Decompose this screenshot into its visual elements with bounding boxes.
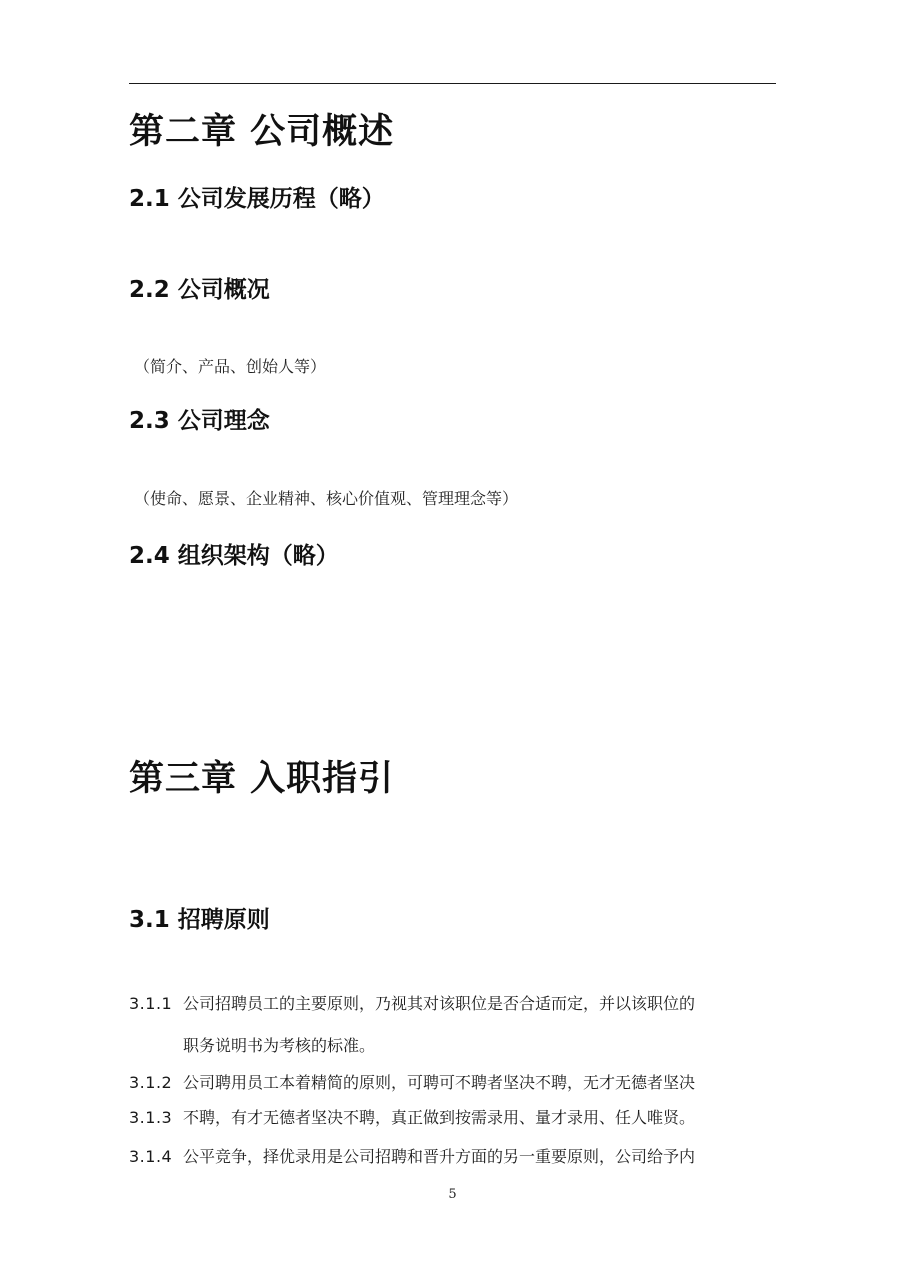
clause-3-1-3 — [129, 1110, 779, 1126]
page-number: 5 — [448, 1187, 457, 1202]
chapter-2-title: 第二章 公司概述 — [129, 112, 395, 152]
section-2-3-note: （使命、愿景、企业精神、核心价值观、管理理念等） — [134, 489, 519, 508]
clause-number: 3.1.3 — [129, 1108, 173, 1127]
clause-3-1-1 — [129, 996, 779, 1012]
clause-number: 3.1.4 — [129, 1147, 173, 1166]
section-2-3-heading: 2.3 公司理念 — [129, 408, 270, 434]
section-2-2-heading: 2.2 公司概况 — [129, 277, 270, 303]
section-2-4-heading: 2.4 组织架构（略） — [129, 543, 339, 569]
clause-text: 不聘，有才无德者坚决不聘，真正做到按需录用、量才录用、任人唯贤。 — [183, 1108, 696, 1127]
clause-3-1-4 — [129, 1149, 779, 1165]
clause-3-1-2 — [129, 1075, 779, 1091]
chapter-3-title: 第三章 入职指引 — [129, 759, 395, 799]
clause-text: 公司招聘员工的主要原则，乃视其对该职位是否合适而定，并以该职位的 — [183, 994, 696, 1013]
clause-number: 3.1.2 — [129, 1073, 173, 1092]
clause-text: 公司聘用员工本着精简的原则，可聘可不聘者坚决不聘，无才无德者坚决 — [183, 1073, 696, 1092]
clause-3-1-1-continuation: 职务说明书为考核的标准。 — [183, 1036, 376, 1055]
clause-text: 公平竞争，择优录用是公司招聘和晋升方面的另一重要原则，公司给予内 — [183, 1147, 696, 1166]
header-rule — [129, 83, 776, 84]
section-2-2-note: （简介、产品、创始人等） — [134, 357, 327, 376]
clause-number: 3.1.1 — [129, 994, 173, 1013]
section-2-1-heading: 2.1 公司发展历程（略） — [129, 186, 385, 212]
section-3-1-heading: 3.1 招聘原则 — [129, 907, 270, 933]
